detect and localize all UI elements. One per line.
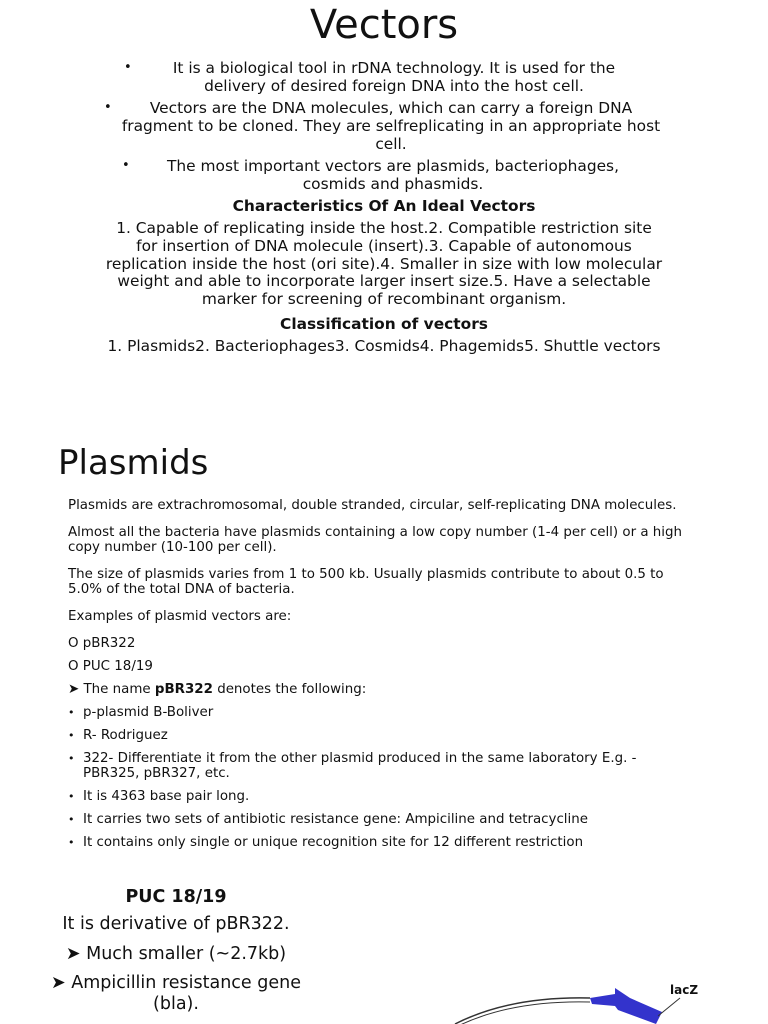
bullet-dot-icon: • [104, 100, 112, 115]
list-item [68, 835, 688, 850]
name-meaning-line [68, 682, 688, 697]
bullet-dot-icon: • [68, 813, 75, 826]
characteristics-text: 1. Capable of replicating inside the host.2. Compatible restriction site for insertion of DNA molecule (insert).3. Capable of autonomous replication inside the host (ori site).4. Smaller in size with low molecular weight and able to incorporate larger insert size.5. Have a selectable marker for screening of recombinant organism. [105, 219, 663, 309]
paragraph: Almost all the bacteria have plasmids containing a low copy number (1-4 per cell) or a high copy number (10-100 per cell). [68, 525, 682, 555]
slide-plasmids [0, 432, 768, 864]
bullet-text: Vectors are the DNA molecules, which can carry a foreign DNA fragment to be cloned. They are selfreplicating in an appropriate host cell. [121, 99, 661, 153]
bullet-dot-icon: • [122, 158, 130, 173]
section-heading: Classification of vectors [280, 314, 488, 333]
slide-vectors [0, 0, 768, 420]
bullet-text: It is a biological tool in rDNA technology. It is used for the delivery of desired foreign DNA into the host cell. [172, 59, 616, 95]
lacz-pointer [658, 998, 680, 1016]
list-item-text: It contains only single or unique recognition site for 12 different restriction [83, 835, 584, 850]
list-item-text: R- Rodriguez [83, 728, 168, 743]
slide-title: Vectors [309, 2, 459, 48]
paragraph: Plasmids are extrachromosomal, double stranded, circular, self-replicating DNA molecules. [68, 498, 677, 513]
list-item [68, 728, 688, 743]
slide-body [68, 498, 688, 858]
classification-text: 1. Plasmids2. Bacteriophages3. Cosmids4. Phagemids5. Shuttle vectors [107, 336, 661, 355]
bullet-dot-icon: • [68, 706, 75, 719]
bullet-dot-icon: • [68, 790, 75, 803]
list-item-text: It is 4363 base pair long. [83, 789, 250, 804]
slide-title: Plasmids [58, 443, 209, 483]
puc-text-column [30, 886, 322, 1024]
paragraph: Examples of plasmid vectors are: [68, 609, 292, 624]
plasmid-name: pBR322 [154, 682, 213, 697]
list-item [68, 751, 688, 781]
list-item-text: 322- Differentiate it from the other plasmid produced in the same laboratory E.g. - PBR325, pBR327, etc. [83, 751, 637, 781]
name-prefix: ➤ The name [68, 682, 155, 697]
bullet-item [104, 157, 664, 193]
slide-heading: PUC 18/19 [125, 887, 227, 907]
puc-line: It is derivative of pBR322. [62, 914, 290, 934]
name-suffix: denotes the following: [212, 682, 367, 697]
bullet-text: The most important vectors are plasmids, bacteriophages, cosmids and phasmids. [167, 157, 619, 193]
slide-body [104, 59, 664, 362]
list-item [68, 705, 688, 720]
list-item [68, 812, 688, 827]
lacz-gene-arrow [590, 988, 662, 1024]
example-item: O pBR322 [68, 636, 136, 651]
bullet-dot-icon: • [68, 836, 75, 849]
bullet-item [104, 99, 664, 153]
bullet-dot-icon: • [124, 60, 132, 75]
slide-puc [0, 876, 768, 1024]
list-item-text: It carries two sets of antibiotic resistance gene: Ampiciline and tetracycline [83, 812, 588, 827]
puc-line: ➤ Much smaller (~2.7kb) [65, 943, 287, 964]
bullet-dot-icon: • [68, 729, 75, 742]
list-item-text: p-plasmid B-Boliver [83, 705, 214, 720]
plasmid-ring-inner [458, 1002, 590, 1024]
bullet-dot-icon: • [68, 752, 75, 765]
section-heading: Characteristics Of An Ideal Vectors [232, 197, 536, 215]
example-item: O PUC 18/19 [68, 659, 153, 674]
paragraph: The size of plasmids varies from 1 to 500 kb. Usually plasmids contribute to about 0.5 to 5.0% of the total DNA of bacteria. [68, 567, 664, 597]
bullet-item [104, 59, 664, 95]
puc-line: ➤ Ampicillin resistance gene (bla). [51, 973, 301, 1014]
lacz-label: lacZ [670, 983, 699, 997]
list-item [68, 789, 688, 804]
